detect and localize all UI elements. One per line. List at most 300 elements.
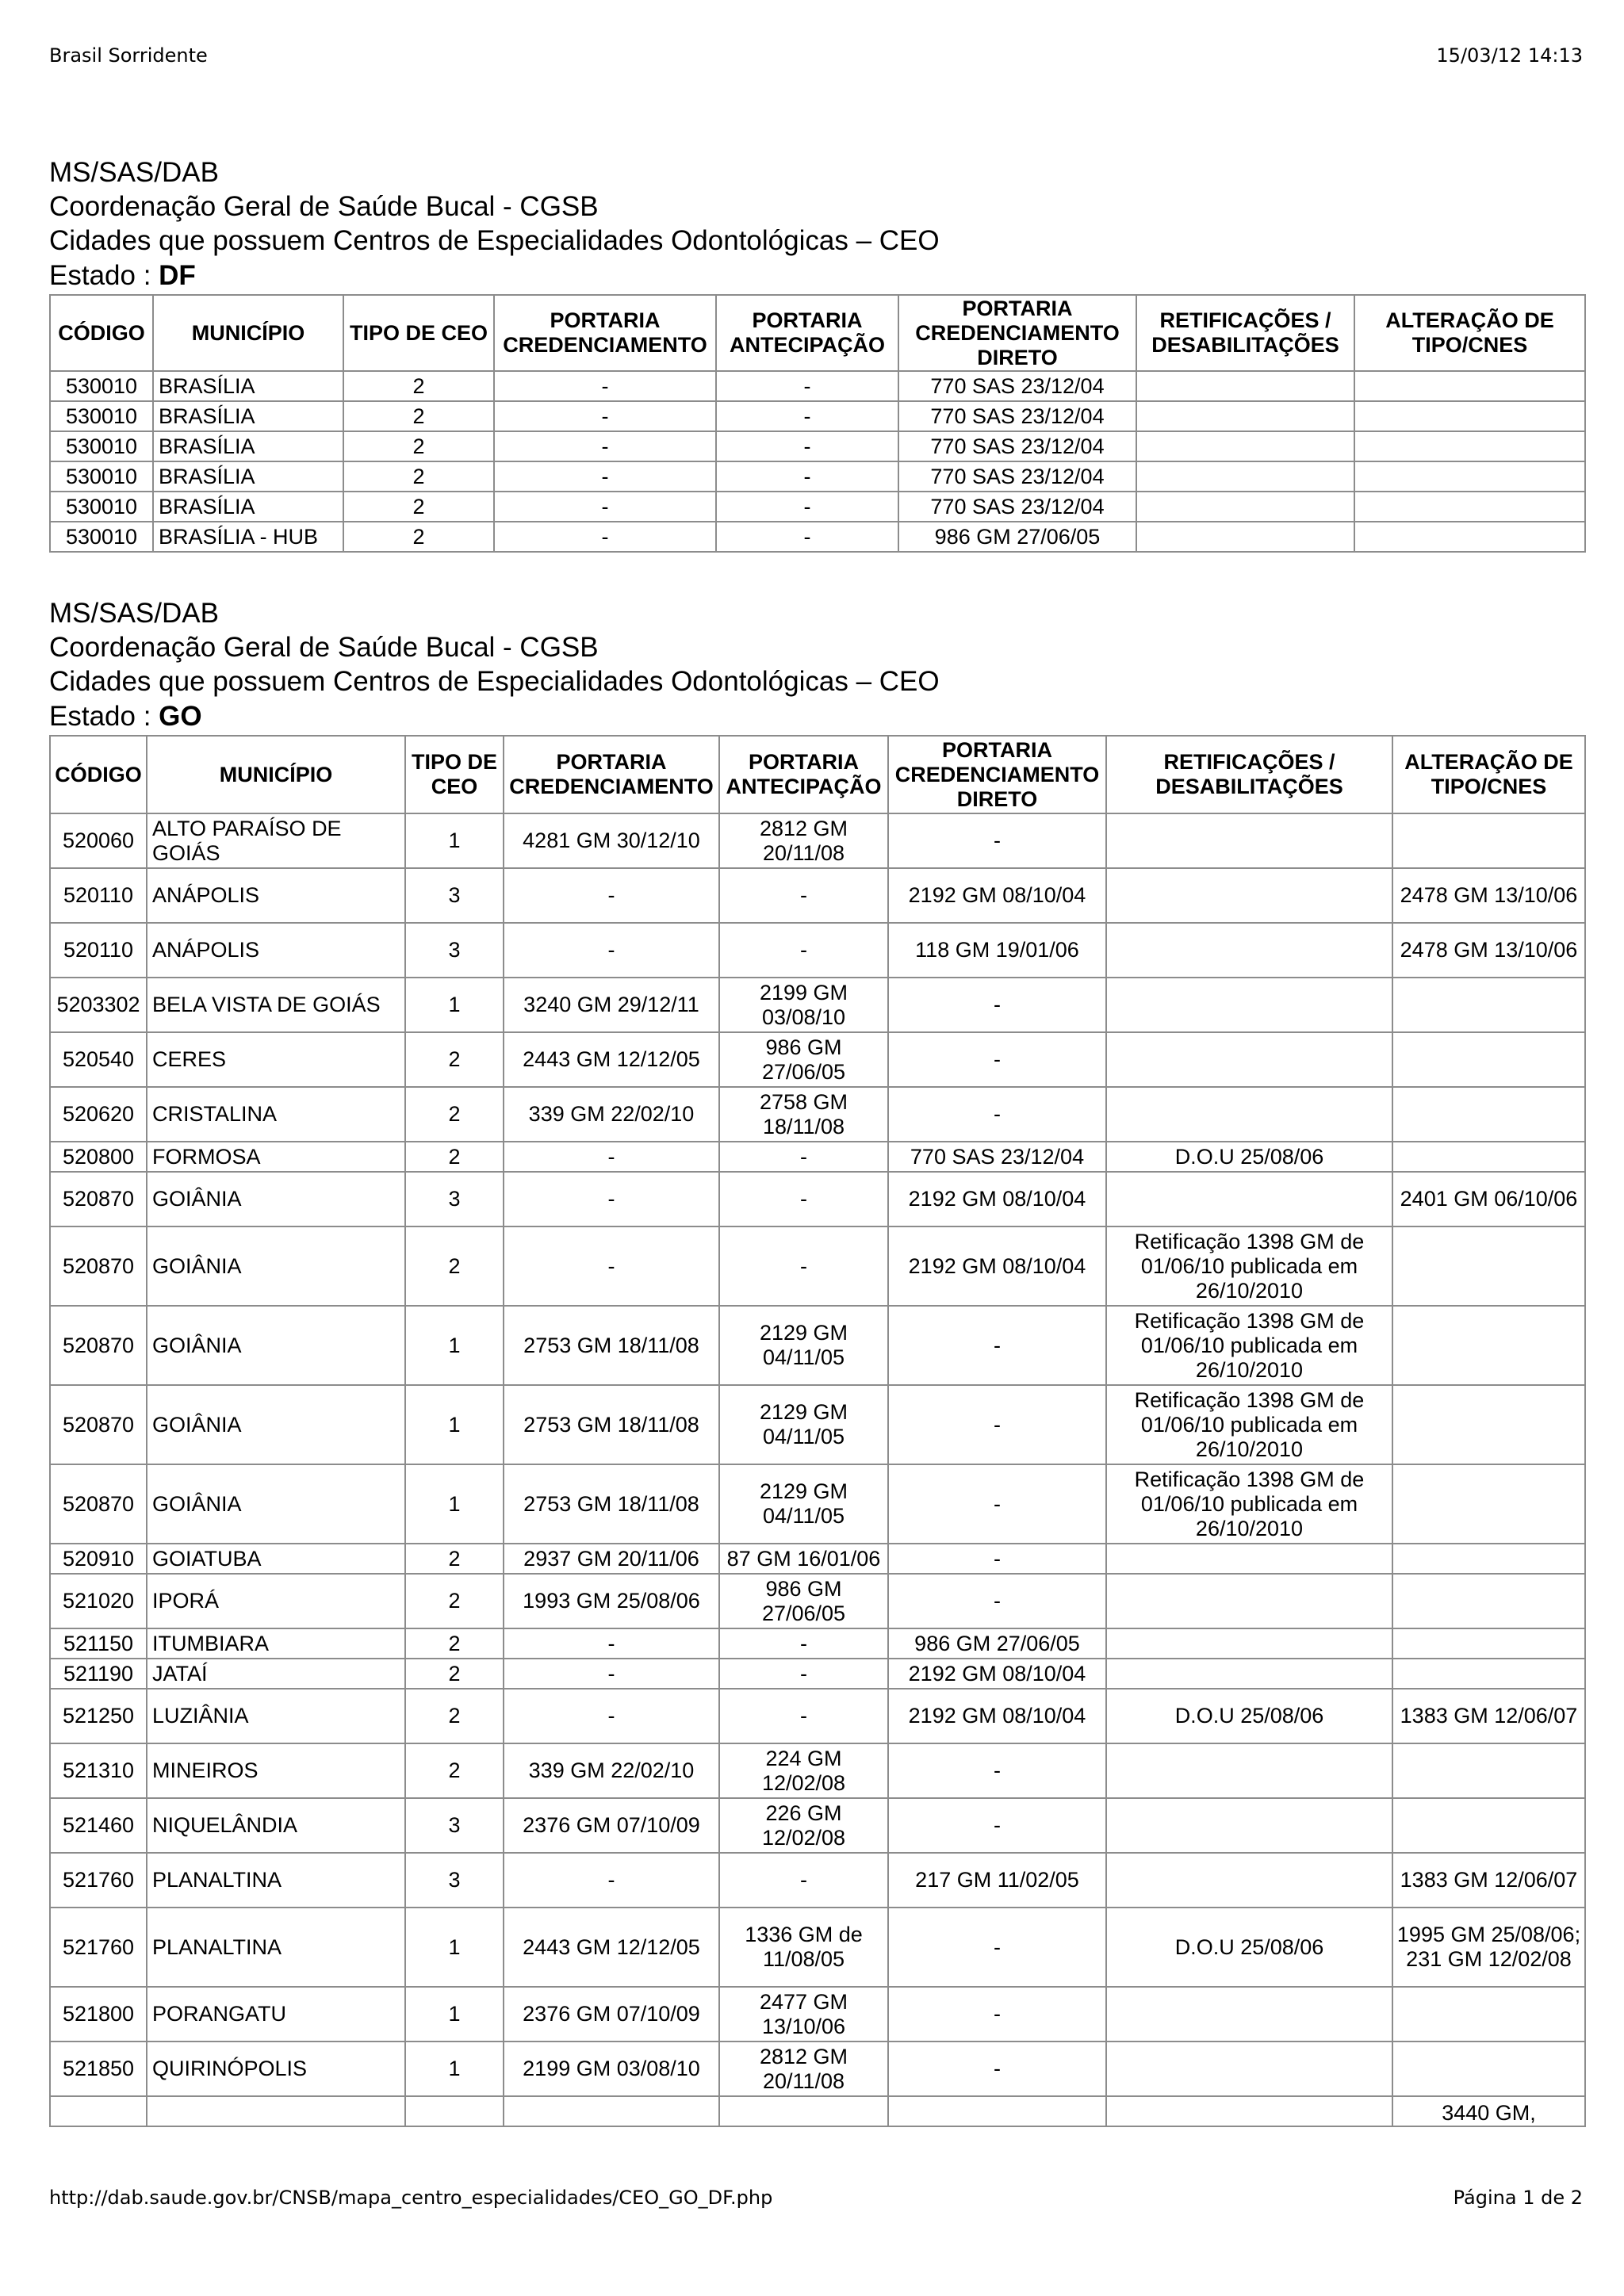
table-cell: 87 GM 16/01/06: [719, 1544, 888, 1574]
table-cell: -: [716, 401, 898, 431]
table-cell: 1: [405, 1908, 504, 1987]
column-header: ALTERAÇÃO DE TIPO/CNES: [1354, 295, 1585, 371]
table-cell: -: [719, 1172, 888, 1226]
table-row: [50, 1032, 1585, 1087]
page-number: Página 1 de 2: [1453, 2187, 1583, 2209]
table-cell: 1: [405, 1987, 504, 2042]
table-cell: 2478 GM 13/10/06: [1392, 923, 1585, 978]
table-cell: 2192 GM 08/10/04: [888, 1226, 1106, 1306]
table-cell: -: [888, 1574, 1106, 1628]
table-cell: 520870: [50, 1464, 147, 1544]
table-cell: 521020: [50, 1574, 147, 1628]
table-cell: 521850: [50, 2042, 147, 2096]
table-cell: [1106, 1987, 1392, 2042]
table-cell: [50, 2096, 147, 2126]
table-cell: [405, 2096, 504, 2126]
table-row: [50, 813, 1585, 868]
table-cell: [1392, 1574, 1585, 1628]
table-cell: 1: [405, 2042, 504, 2096]
table-cell: 520910: [50, 1544, 147, 1574]
table-cell: 2: [343, 492, 494, 522]
table-cell: 2: [343, 461, 494, 492]
table-cell: -: [504, 1659, 719, 1689]
table-cell: [1392, 1464, 1585, 1544]
table-cell: NIQUELÂNDIA: [147, 1798, 405, 1853]
table-row: [50, 431, 1585, 461]
table-cell: 770 SAS 23/12/04: [898, 461, 1136, 492]
table-cell: D.O.U 25/08/06: [1106, 1908, 1392, 1987]
table-cell: [1106, 2042, 1392, 2096]
state-label: Estado :: [49, 260, 159, 291]
table-cell: QUIRINÓPOLIS: [147, 2042, 405, 2096]
table-cell: [1392, 2042, 1585, 2096]
table-cell: [1392, 1385, 1585, 1464]
table-cell: 2812 GM 20/11/08: [719, 2042, 888, 2096]
table-cell: 986 GM 27/06/05: [888, 1628, 1106, 1659]
column-header: PORTARIA CREDENCIAMENTO: [494, 295, 716, 371]
column-header: PORTARIA ANTECIPAÇÃO: [719, 736, 888, 813]
table-cell: 530010: [50, 401, 153, 431]
table-cell: [1392, 1628, 1585, 1659]
ceo-table-df: [49, 294, 1586, 553]
table-cell: 2129 GM 04/11/05: [719, 1385, 888, 1464]
table-cell: 521760: [50, 1908, 147, 1987]
table-cell: [1392, 1987, 1585, 2042]
table-row: [50, 1908, 1585, 1987]
table-row: [50, 371, 1585, 401]
table-cell: -: [888, 1743, 1106, 1798]
browser-header: [49, 44, 1583, 67]
table-cell: 2: [405, 1574, 504, 1628]
column-header: MUNICÍPIO: [147, 736, 405, 813]
table-cell: [1106, 813, 1392, 868]
table-cell: BRASÍLIA: [153, 371, 343, 401]
table-cell: 1995 GM 25/08/06; 231 GM 12/02/08: [1392, 1908, 1585, 1987]
table-cell: 520870: [50, 1306, 147, 1385]
table-cell: -: [494, 461, 716, 492]
table-row: [50, 978, 1585, 1032]
table-cell: 2129 GM 04/11/05: [719, 1464, 888, 1544]
table-cell: [1392, 1306, 1585, 1385]
table-row: [50, 1142, 1585, 1172]
table-cell: -: [888, 813, 1106, 868]
table-cell: 2: [405, 1032, 504, 1087]
table-cell: GOIÂNIA: [147, 1226, 405, 1306]
table-row: [50, 1306, 1585, 1385]
table-cell: 3: [405, 1798, 504, 1853]
table-cell: 2758 GM 18/11/08: [719, 1087, 888, 1142]
table-cell: 520110: [50, 923, 147, 978]
table-row: [50, 1172, 1585, 1226]
table-cell: 2192 GM 08/10/04: [888, 1172, 1106, 1226]
print-datetime: 15/03/12 14:13: [1436, 44, 1583, 67]
table-cell: 770 SAS 23/12/04: [888, 1142, 1106, 1172]
table-cell: 2: [343, 371, 494, 401]
table-cell: [888, 2096, 1106, 2126]
table-cell: Retificação 1398 GM de 01/06/10 publicada em 26/10/2010: [1106, 1226, 1392, 1306]
table-cell: 2192 GM 08/10/04: [888, 1659, 1106, 1689]
state-line: [49, 698, 1586, 735]
table-cell: 2937 GM 20/11/06: [504, 1544, 719, 1574]
table-cell: -: [888, 1032, 1106, 1087]
table-cell: 226 GM 12/02/08: [719, 1798, 888, 1853]
table-cell: 2199 GM 03/08/10: [504, 2042, 719, 2096]
table-row: [50, 1689, 1585, 1743]
table-cell: 2192 GM 08/10/04: [888, 1689, 1106, 1743]
table-cell: [147, 2096, 405, 2126]
table-cell: [1354, 492, 1585, 522]
table-cell: FORMOSA: [147, 1142, 405, 1172]
table-cell: [1106, 1798, 1392, 1853]
table-cell: -: [494, 371, 716, 401]
table-cell: [1136, 371, 1354, 401]
table-cell: BRASÍLIA: [153, 461, 343, 492]
table-cell: 2: [405, 1226, 504, 1306]
state-label: Estado :: [49, 701, 159, 732]
table-row: [50, 1628, 1585, 1659]
table-cell: -: [504, 1142, 719, 1172]
table-row: [50, 1385, 1585, 1464]
table-cell: 4281 GM 30/12/10: [504, 813, 719, 868]
ceo-table-go: [49, 735, 1586, 2127]
site-title: Brasil Sorridente: [49, 44, 208, 67]
table-row: [50, 1987, 1585, 2042]
table-cell: 2: [405, 1628, 504, 1659]
table-cell: -: [888, 1306, 1106, 1385]
coord-title: Coordenação Geral de Saúde Bucal - CGSB: [49, 632, 599, 663]
table-cell: -: [716, 492, 898, 522]
table-cell: PORANGATU: [147, 1987, 405, 2042]
table-cell: 520870: [50, 1226, 147, 1306]
table-cell: 521460: [50, 1798, 147, 1853]
table-cell: 2753 GM 18/11/08: [504, 1464, 719, 1544]
table-cell: 521190: [50, 1659, 147, 1689]
table-cell: 2: [405, 1743, 504, 1798]
table-cell: D.O.U 25/08/06: [1106, 1142, 1392, 1172]
state-code: GO: [159, 701, 202, 732]
table-row: [50, 461, 1585, 492]
column-header: RETIFICAÇÕES / DESABILITAÇÕES: [1136, 295, 1354, 371]
table-cell: 2: [405, 1659, 504, 1689]
table-row: [50, 1798, 1585, 1853]
state-code: DF: [159, 260, 196, 291]
table-cell: -: [888, 1464, 1106, 1544]
table-cell: 986 GM 27/06/05: [898, 522, 1136, 552]
table-cell: [719, 2096, 888, 2126]
table-cell: -: [716, 461, 898, 492]
table-cell: [1106, 1853, 1392, 1908]
table-cell: [504, 2096, 719, 2126]
table-cell: [1136, 492, 1354, 522]
table-cell: -: [494, 522, 716, 552]
table-cell: 1: [405, 1464, 504, 1544]
table-cell: -: [494, 431, 716, 461]
column-header: TIPO DE CEO: [405, 736, 504, 813]
table-cell: 2: [343, 431, 494, 461]
browser-footer: [49, 2187, 1583, 2209]
table-cell: Retificação 1398 GM de 01/06/10 publicada em 26/10/2010: [1106, 1385, 1392, 1464]
table-cell: -: [504, 1226, 719, 1306]
table-cell: 2478 GM 13/10/06: [1392, 868, 1585, 923]
table-cell: -: [888, 1798, 1106, 1853]
table-cell: 2443 GM 12/12/05: [504, 1908, 719, 1987]
table-cell: 2443 GM 12/12/05: [504, 1032, 719, 1087]
subtitle: Cidades que possuem Centros de Especialidades Odontológicas – CEO: [49, 666, 940, 697]
table-cell: [1106, 1659, 1392, 1689]
table-cell: [1392, 1544, 1585, 1574]
table-cell: BRASÍLIA: [153, 492, 343, 522]
table-cell: 3: [405, 868, 504, 923]
table-cell: -: [888, 1987, 1106, 2042]
table-cell: 1: [405, 1385, 504, 1464]
table-cell: 520540: [50, 1032, 147, 1087]
table-cell: Retificação 1398 GM de 01/06/10 publicada em 26/10/2010: [1106, 1464, 1392, 1544]
column-header: PORTARIA CREDENCIAMENTO: [504, 736, 719, 813]
table-cell: 2401 GM 06/10/06: [1392, 1172, 1585, 1226]
table-row: [50, 492, 1585, 522]
table-cell: -: [719, 1689, 888, 1743]
table-cell: 1: [405, 813, 504, 868]
table-cell: -: [504, 1853, 719, 1908]
table-cell: 2: [405, 1689, 504, 1743]
table-cell: IPORÁ: [147, 1574, 405, 1628]
subtitle: Cidades que possuem Centros de Especialidades Odontológicas – CEO: [49, 225, 940, 256]
table-row: [50, 2096, 1585, 2126]
table-row: [50, 1659, 1585, 1689]
table-cell: -: [716, 522, 898, 552]
table-cell: 520620: [50, 1087, 147, 1142]
table-cell: -: [504, 1689, 719, 1743]
table-cell: 2: [405, 1142, 504, 1172]
coord-title: Coordenação Geral de Saúde Bucal - CGSB: [49, 191, 599, 222]
state-line: [49, 258, 1586, 294]
table-cell: D.O.U 25/08/06: [1106, 1689, 1392, 1743]
table-cell: [1354, 522, 1585, 552]
table-row: [50, 522, 1585, 552]
table-cell: 1383 GM 12/06/07: [1392, 1689, 1585, 1743]
table-cell: 3: [405, 1172, 504, 1226]
table-cell: [1106, 1574, 1392, 1628]
table-cell: [1106, 1743, 1392, 1798]
table-cell: 2199 GM 03/08/10: [719, 978, 888, 1032]
table-cell: -: [888, 1087, 1106, 1142]
table-cell: 520870: [50, 1172, 147, 1226]
table-cell: [1392, 1142, 1585, 1172]
table-cell: [1392, 1743, 1585, 1798]
table-cell: 521310: [50, 1743, 147, 1798]
table-cell: [1106, 978, 1392, 1032]
table-cell: [1106, 1628, 1392, 1659]
table-cell: -: [504, 923, 719, 978]
table-cell: CERES: [147, 1032, 405, 1087]
section-go: [49, 596, 1586, 2127]
table-cell: [1354, 431, 1585, 461]
table-cell: GOIÂNIA: [147, 1172, 405, 1226]
table-cell: 2: [405, 1087, 504, 1142]
table-cell: 2376 GM 07/10/09: [504, 1987, 719, 2042]
table-cell: -: [504, 1172, 719, 1226]
table-cell: 986 GM 27/06/05: [719, 1574, 888, 1628]
table-row: [50, 868, 1585, 923]
table-row: [50, 1743, 1585, 1798]
table-cell: [1354, 461, 1585, 492]
column-header: RETIFICAÇÕES / DESABILITAÇÕES: [1106, 736, 1392, 813]
column-header: CÓDIGO: [50, 736, 147, 813]
table-cell: 1383 GM 12/06/07: [1392, 1853, 1585, 1908]
table-row: [50, 1226, 1585, 1306]
table-cell: 530010: [50, 431, 153, 461]
table-row: [50, 1853, 1585, 1908]
table-row: [50, 1574, 1585, 1628]
table-cell: 3: [405, 1853, 504, 1908]
table-cell: 530010: [50, 461, 153, 492]
table-cell: [1106, 923, 1392, 978]
table-cell: -: [888, 978, 1106, 1032]
table-cell: -: [716, 431, 898, 461]
table-cell: [1392, 1226, 1585, 1306]
table-cell: JATAÍ: [147, 1659, 405, 1689]
table-cell: 770 SAS 23/12/04: [898, 492, 1136, 522]
table-cell: -: [494, 401, 716, 431]
org-title: MS/SAS/DAB: [49, 598, 219, 629]
table-row: [50, 401, 1585, 431]
table-cell: -: [719, 1226, 888, 1306]
table-cell: [1392, 1798, 1585, 1853]
table-cell: [1106, 1544, 1392, 1574]
table-cell: -: [888, 1385, 1106, 1464]
table-cell: [1136, 461, 1354, 492]
table-cell: -: [719, 1142, 888, 1172]
table-cell: 520870: [50, 1385, 147, 1464]
table-cell: BRASÍLIA: [153, 431, 343, 461]
section-df: [49, 155, 1586, 553]
table-cell: 520110: [50, 868, 147, 923]
table-cell: [1106, 1172, 1392, 1226]
table-cell: -: [494, 492, 716, 522]
table-cell: 224 GM 12/02/08: [719, 1743, 888, 1798]
column-header: TIPO DE CEO: [343, 295, 494, 371]
table-cell: 2812 GM 20/11/08: [719, 813, 888, 868]
column-header: MUNICÍPIO: [153, 295, 343, 371]
table-cell: 2753 GM 18/11/08: [504, 1385, 719, 1464]
table-cell: GOIÂNIA: [147, 1464, 405, 1544]
table-row: [50, 1544, 1585, 1574]
table-cell: Retificação 1398 GM de 01/06/10 publicada em 26/10/2010: [1106, 1306, 1392, 1385]
column-header: CÓDIGO: [50, 295, 153, 371]
table-cell: 217 GM 11/02/05: [888, 1853, 1106, 1908]
table-cell: [1354, 401, 1585, 431]
table-cell: 2753 GM 18/11/08: [504, 1306, 719, 1385]
table-cell: 2192 GM 08/10/04: [888, 868, 1106, 923]
table-row: [50, 1464, 1585, 1544]
table-cell: 520800: [50, 1142, 147, 1172]
table-cell: [1136, 431, 1354, 461]
table-cell: 520060: [50, 813, 147, 868]
table-cell: [1136, 522, 1354, 552]
table-cell: 339 GM 22/02/10: [504, 1087, 719, 1142]
table-cell: [1106, 868, 1392, 923]
table-cell: BELA VISTA DE GOIÁS: [147, 978, 405, 1032]
table-row: [50, 923, 1585, 978]
table-cell: 530010: [50, 371, 153, 401]
table-cell: 3: [405, 923, 504, 978]
table-cell: -: [888, 1544, 1106, 1574]
table-cell: GOIÂNIA: [147, 1385, 405, 1464]
table-cell: LUZIÂNIA: [147, 1689, 405, 1743]
table-cell: -: [504, 1628, 719, 1659]
table-cell: [1392, 1087, 1585, 1142]
table-cell: PLANALTINA: [147, 1853, 405, 1908]
table-row: [50, 1087, 1585, 1142]
table-cell: [1354, 371, 1585, 401]
table-cell: [1392, 1659, 1585, 1689]
table-cell: 521800: [50, 1987, 147, 2042]
table-cell: ALTO PARAÍSO DE GOIÁS: [147, 813, 405, 868]
table-cell: [1392, 813, 1585, 868]
table-cell: [1106, 1087, 1392, 1142]
table-cell: 1993 GM 25/08/06: [504, 1574, 719, 1628]
table-cell: -: [716, 371, 898, 401]
table-cell: ANÁPOLIS: [147, 923, 405, 978]
table-cell: 2: [343, 401, 494, 431]
table-cell: -: [719, 1628, 888, 1659]
table-cell: [1106, 2096, 1392, 2126]
table-cell: BRASÍLIA: [153, 401, 343, 431]
table-cell: -: [719, 868, 888, 923]
table-cell: 986 GM 27/06/05: [719, 1032, 888, 1087]
table-cell: MINEIROS: [147, 1743, 405, 1798]
table-cell: 2: [343, 522, 494, 552]
table-cell: 118 GM 19/01/06: [888, 923, 1106, 978]
table-cell: -: [888, 2042, 1106, 2096]
table-cell: 5203302: [50, 978, 147, 1032]
table-cell: 770 SAS 23/12/04: [898, 401, 1136, 431]
table-cell: ANÁPOLIS: [147, 868, 405, 923]
table-cell: [1136, 401, 1354, 431]
table-cell: 521250: [50, 1689, 147, 1743]
table-cell: 2477 GM 13/10/06: [719, 1987, 888, 2042]
table-cell: 530010: [50, 522, 153, 552]
table-cell: 2129 GM 04/11/05: [719, 1306, 888, 1385]
table-cell: -: [719, 1853, 888, 1908]
table-row: [50, 2042, 1585, 2096]
table-cell: [1392, 1032, 1585, 1087]
table-cell: 2376 GM 07/10/09: [504, 1798, 719, 1853]
table-cell: 339 GM 22/02/10: [504, 1743, 719, 1798]
column-header: PORTARIA CREDENCIAMENTO DIRETO: [888, 736, 1106, 813]
table-cell: 3240 GM 29/12/11: [504, 978, 719, 1032]
table-cell: -: [888, 1908, 1106, 1987]
header-row: [50, 295, 1585, 371]
table-cell: GOIATUBA: [147, 1544, 405, 1574]
table-cell: 2: [405, 1544, 504, 1574]
table-cell: [1392, 978, 1585, 1032]
table-cell: 530010: [50, 492, 153, 522]
header-row: [50, 736, 1585, 813]
table-cell: 1: [405, 1306, 504, 1385]
column-header: PORTARIA CREDENCIAMENTO DIRETO: [898, 295, 1136, 371]
column-header: PORTARIA ANTECIPAÇÃO: [716, 295, 898, 371]
table-cell: GOIÂNIA: [147, 1306, 405, 1385]
table-cell: BRASÍLIA - HUB: [153, 522, 343, 552]
table-cell: -: [504, 868, 719, 923]
table-cell: 521760: [50, 1853, 147, 1908]
table-cell: [1106, 1032, 1392, 1087]
table-cell: 3440 GM,: [1392, 2096, 1585, 2126]
table-cell: 521150: [50, 1628, 147, 1659]
table-cell: -: [719, 1659, 888, 1689]
table-cell: 1: [405, 978, 504, 1032]
